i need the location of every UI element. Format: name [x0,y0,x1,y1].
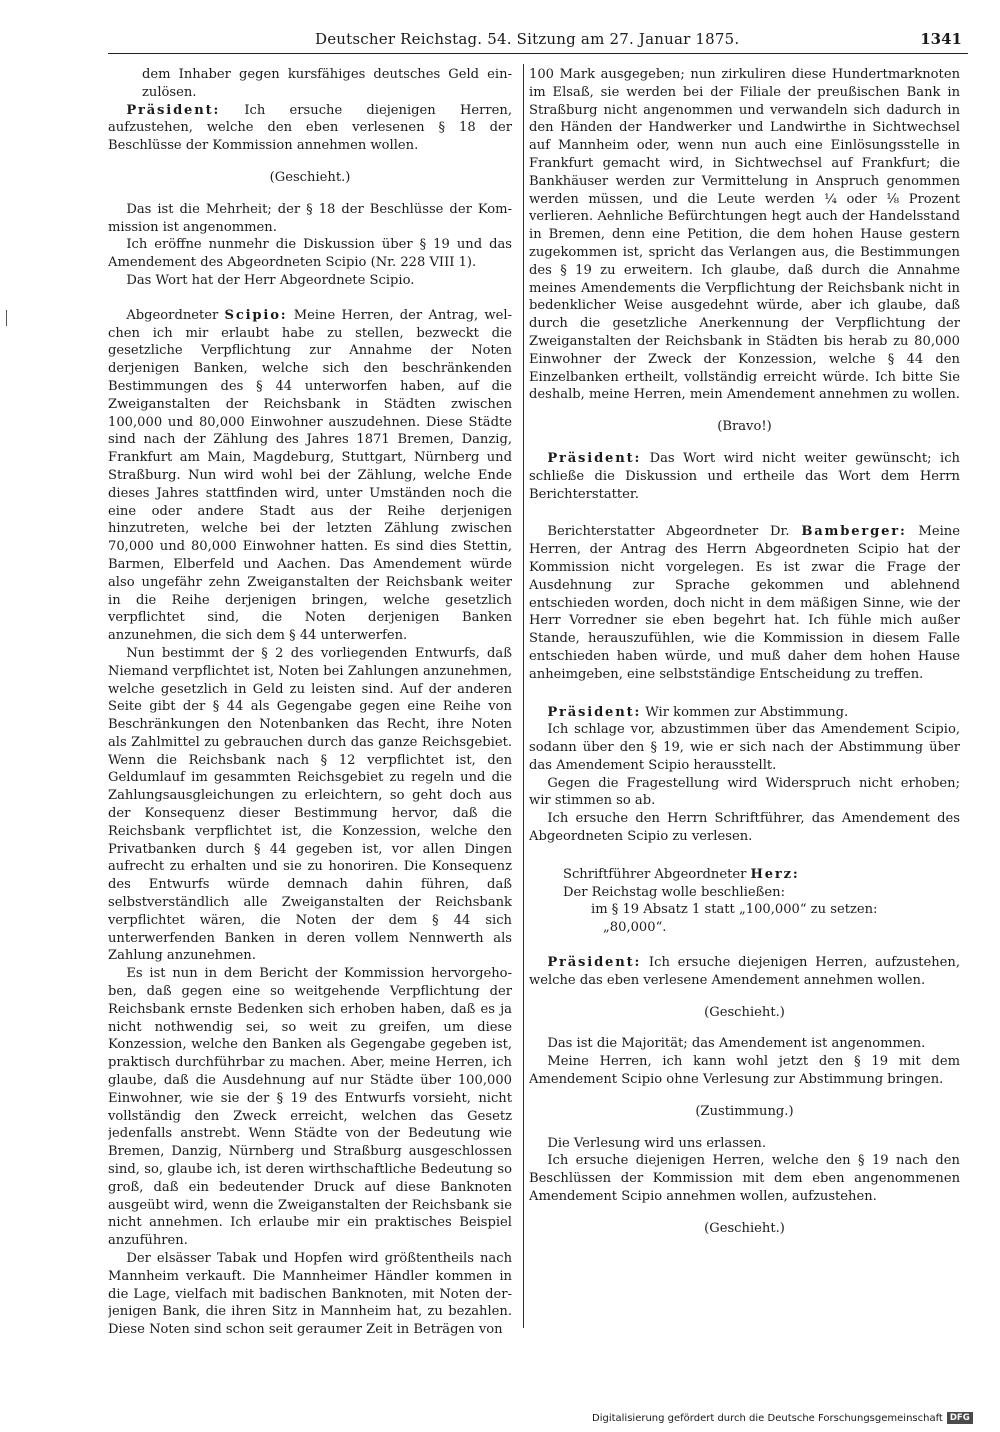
paragraph-text: Ich ersuche diejenigen Herren, welche den § 19 nach den Beschlüssen der Kommission mit dem eben angenommenen Amendement Scipio annehmen wollen, aufzustehen. [529,1153,960,1205]
right-paragraph [529,1035,960,1053]
right-paragraph [529,810,960,846]
paragraph-text: (Bravo!) [717,419,772,435]
right-column [529,66,960,1336]
header-rule [108,53,968,54]
left-paragraph [108,645,512,965]
paragraph-text: Meine Herren, ich kann wohl jetzt den § 19 mit dem Amendement Scipio ohne Verlesung zur Abstimmung bringen. [529,1054,960,1088]
footer-text: Digitalisierung gefördert durch die Deutsche Forschungsgemeinschaft [592,1413,943,1424]
speaker-name: Präsident: [547,704,642,720]
right-paragraph [529,1152,960,1205]
paragraph-text: Der elsässer Tabak und Hopfen wird größtentheils nach Mannheim verkauft. Die Mannheimer Händler kommen in die Lage, vielfach mit badischen Banknoten, mit Noten derjenigen Bank, die ihren Sitz in Mannheim hat, zu bezahlen. Diese Noten sind schon seit geraumer Zeit in Beträgen von [108,1251,512,1336]
paragraph-text: Gegen die Fragestellung wird Widerspruch nicht erhoben; wir stimmen so ab. [529,775,960,809]
speaker-name: Herz: [750,866,800,882]
paragraph-text: Ich ersuche diejenigen Herren, aufzustehen, welche das eben verlesene Amendement annehmen wollen. [529,955,960,988]
left-paragraph [108,66,512,102]
column-divider [523,64,524,1328]
paragraph-text: Das Wort hat der Herr Abgeordnete Scipio. [126,272,415,288]
right-paragraph [529,523,960,683]
speaker-prefix: Abgeordneter [126,307,225,323]
left-paragraph [108,236,512,272]
paragraph-text: Der Reichstag wolle beschließen: [563,884,786,900]
left-paragraph [108,307,512,645]
right-paragraph [529,1004,960,1022]
speaker-prefix: Schriftführer Abgeordneter [563,866,751,882]
speaker-prefix: Berichterstatter Abgeordneter Dr. [547,524,802,540]
left-paragraph [108,169,512,187]
dfg-logo: DFG [947,1412,973,1424]
right-paragraph [529,901,960,919]
left-paragraph [108,201,512,237]
paragraph-text: 100 Mark ausgegeben; nun zirkuliren diese Hundertmarknoten im Elsaß, sie werden bei der Filiale der preußischen Bank in Straßburg nicht angenommen und verwandeln sich dadurch in den Händen der Handwerker und Landwirthe in Sichtwechsel auf Mannheim oder, wenn nun auch eine Einlösungsstelle in Frankfurt gemacht wird, in Sichtwechsel auf Frankfurt; die Bankhäuser werden zur Vermittelung in Anspruch genommen werden müssen, und die Leute werden ¼ oder ⅛ Prozent verlieren. Aehnliche Befürchtungen hegt auch der Handelsstand in Bremen, denn eine Petition, die dem hohen Hause gestern zugekommen ist, spricht das Verlangen aus, die Bestimmungen des § 19 zu erweitern. Ich glaube, daß durch die Annahme meines Amendements die Verpflichtung der Reichsbank nicht in bedenklicher Weise ausgedehnt würde, aber ich glaube, daß durch die gesetzliche Anerkennung der Verpflichtung der Zweiganstalten der Reichsbank in Städten bis herab zu 80,000 Einwohner der Zweck der Konzession, welche § 44 den Einzelbanken ertheilt, vollständig erreicht würde. Ich bitte Sie deshalb, meine Herren, mein Amendement annehmen zu wollen. [529,67,960,403]
right-paragraph [529,721,960,774]
paragraph-text: Das Wort wird nicht weiter gewünscht; ich schließe die Diskussion und ertheile das Wort dem Herrn Berichterstatter. [529,450,960,502]
paragraph-text: Meine Herren, der Antrag des Herrn Abgeordneten Scipio hat der Kommission nicht vorgelegen. Es ist zwar die Frage der Ausdehnung zur Sprache gekommen und ablehnend entschieden worden, doch nicht in dem mäßigen Sinne, wie der Herr Vorredner sie eben begehrt hat. Ich fühle mich außer Stande, herauszufühlen, wie die Kommission in diesem Falle entschieden haben würde, und muß daher dem hohen Hause anheimgeben, eine selbstständige Entscheidung zu treffen. [529,524,960,682]
paragraph-text: im § 19 Absatz 1 statt „100,000“ zu setzen: [591,902,878,918]
paragraph-text: Das ist die Majorität; das Amendement ist angenommen. [547,1036,926,1052]
speaker-name: Bamberger: [801,524,907,540]
speaker-name: Scipio: [224,307,288,323]
paragraph-text: Die Verlesung wird uns erlassen. [547,1135,766,1151]
paragraph-text: Nun bestimmt der § 2 des vorliegenden Entwurfs, daß Niemand verpflichtet ist, Noten bei Zahlungen anzunehmen, welche gesetzlich in Geld zu leisten sind. Auf der anderen Seite gibt der § 44 als Gegengabe gegen eine Reihe von Beschränkungen den Notenbanken das Recht, ihre Noten als Zahlmittel zu gebrauchen durch das ganze Reichsgebiet. Wenn die Reichsbank nach § 12 verpflichtet ist, den Geldumlauf im gesammten Reichsgebiet zu regeln und die Zahlungsausgleichungen zu erleichtern, so geht doch aus der Konsequenz dieser Bestimmung hervor, daß die Reichsbank verpflichtet ist, die Konzession, welche den Privatbanken durch § 44 gegeben ist, vor allen Dingen aufrecht zu erhalten und sie zu honoriren. Die Konsequenz des Entwurfs würde demnach dahin führen, daß selbstverständlich alle Zweiganstalten der Reichsbank verpflichtet wären, die Noten der dem § 44 sich unterwerfenden Banken in deren vollem Nennwerth als Zahlung anzunehmen. [108,645,512,964]
right-paragraph [529,866,960,884]
paragraph-text: Ich ersuche den Herrn Schriftführer, das Amendement des Abgeordneten Scipio zu verlesen. [529,811,960,845]
speaker-name: Präsident: [547,955,642,971]
paragraph-text: Ich eröffne nunmehr die Diskussion über § 19 und das Amendement des Abgeordneten Scipio (Nr. 228 VIII 1). [108,237,512,271]
speaker-name: Präsident: [126,102,221,118]
right-paragraph [529,1053,960,1089]
footer-credit [592,1410,970,1428]
paragraph-text: Meine Herren, der Antrag, welchen ich mir erlaubt habe zu stellen, bezweckt die gesetzliche Verpflichtung zur Annahme der Noten derjenigen Banken, welche sich den beschränkenden Bestimmungen des § 44 unterworfen haben, auf die Zweiganstalten der Reichsbank in Städten zwischen 100,000 und 80,000 Einwohner auszudehnen. Diese Städte sind nach der Zählung des Jahres 1871 Bremen, Danzig, Frankfurt am Main, Magdeburg, Stuttgart, Nürnberg und Straßburg. Nun wird wohl bei der Zählung, welche Ende dieses Jahres stattfinden wird, unter Umständen noch die eine oder andere Stadt aus der Reihe derjenigen hinzutreten, welche bei der letzten Zählung zwischen 70,000 und 80,000 Einwohner hatten. Es sind dies Stettin, Barmen, Elberfeld und Aachen. Das Amendement würde also ungefähr zehn Zweiganstalten der Reichsbank weiter in die Reihe derjenigen bringen, welche gesetzlich verpflichtet sind, die Noten derjenigen Banken anzunehmen, die sich dem § 44 unterwerfen. [108,307,512,644]
right-paragraph [529,704,960,722]
paragraph-text: Ich schlage vor, abzustimmen über das Amendement Scipio, sodann über den § 19, wie er sich nach der Abstimmung über das Amendement Scipio herausstellt. [529,722,960,773]
running-header [108,28,968,50]
left-column [108,66,512,1336]
right-paragraph [529,775,960,811]
paragraph-text: (Geschieht.) [704,1220,785,1236]
paragraph-text: (Geschieht.) [704,1004,785,1020]
right-paragraph [529,450,960,503]
right-paragraph [529,1103,960,1121]
paragraph-text: „80,000“. [603,920,667,936]
right-paragraph [529,919,960,937]
paragraph-text: (Zustimmung.) [695,1103,794,1119]
right-paragraph [529,1220,960,1238]
paragraph-text: Es ist nun in dem Bericht der Kommission hervorgehoben, daß gegen eine so weitgehende Verpflichtung der Reichsbank ernste Bedenken sich erhoben haben, daß es ja nicht nothwendig sei, so weit zu greifen, um diese Konzession, welche den Banken als Gegengabe gegeben ist, praktisch durchführbar zu machen. Aber, meine Herren, ich glaube, daß die Ausdehnung auf nur Städte über 100,000 Einwohner, wie sie der § 19 des Entwurfs vorsieht, nicht vollständig den Zweck erreicht, welchen das Gesetz jedenfalls anstrebt. Wenn Städte von der Bedeutung wie Bremen, Danzig, Nürnberg und Straßburg ausgeschlossen sind, so, glaube ich, ist deren wirthschaftliche Bedeutung so groß, daß ein bedeutender Druck auf diese Banknoten ausgeübt wird, wenn die Zweiganstalten der Reichsbank sie nicht annehmen. Ich erlaube mir ein praktisches Beispiel anzuführen. [108,966,512,1249]
left-paragraph [108,102,512,155]
paragraph-text: Wir kommen zur Abstimmung. [641,704,849,720]
left-paragraph [108,965,512,1250]
right-paragraph [529,66,960,404]
page-number: 1341 [920,30,962,48]
paragraph-text: Ich ersuche diejenigen Herren, aufzustehen, welche den eben verlesenen § 18 der Beschlüsse der Kommission annehmen wollen. [108,102,512,154]
right-paragraph [529,418,960,436]
right-paragraph [529,884,960,902]
right-paragraph [529,954,960,990]
right-paragraph [529,1135,960,1153]
speaker-name: Präsident: [547,450,642,466]
margin-mark [6,310,7,326]
header-title: Deutscher Reichstag. 54. Sitzung am 27. Januar 1875. [315,30,740,48]
paragraph-text: (Geschieht.) [269,169,351,185]
paragraph-text: Das ist die Mehrheit; der § 18 der Beschlüsse der Kommission ist angenommen. [108,201,512,235]
left-paragraph [108,272,512,290]
left-paragraph [108,1250,512,1336]
paragraph-text: dem Inhaber gegen kursfähiges deutsches Geld einzulösen. [142,67,512,100]
